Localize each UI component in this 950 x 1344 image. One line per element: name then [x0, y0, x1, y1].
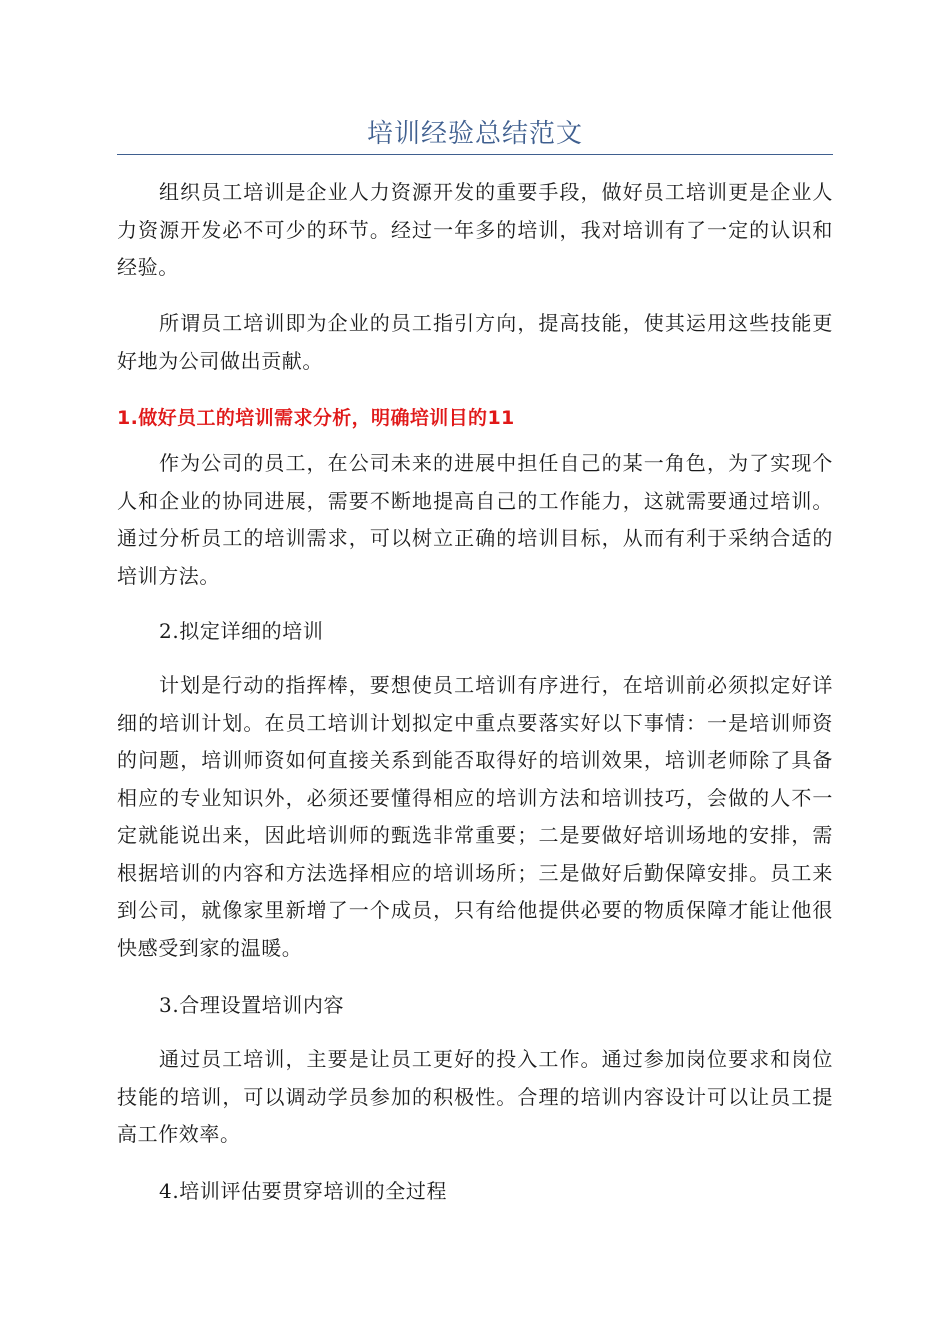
- section-heading-2: 2.拟定详细的培训: [159, 619, 324, 643]
- document-title: 培训经验总结范文: [366, 119, 583, 149]
- section-heading-4: 4.培训评估要贯穿培训的全过程: [159, 1179, 448, 1203]
- title-underline: [117, 154, 833, 155]
- section-heading-1: 1.做好员工的培训需求分析，明确培训目的11: [117, 407, 515, 429]
- paragraph-definition: 所谓员工培训即为企业的员工指引方向，提高技能，使其运用这些技能更好地为公司做出贡献。: [117, 311, 833, 373]
- section-heading-3: 3.合理设置培训内容: [159, 993, 345, 1017]
- paragraph-section-3: 通过员工培训，主要是让员工更好的投入工作。通过参加岗位要求和岗位技能的培训，可以调动学员参加的积极性。合理的培训内容设计可以让员工提高工作效率。: [117, 1047, 833, 1146]
- paragraph-intro: 组织员工培训是企业人力资源开发的重要手段，做好员工培训更是企业人力资源开发必不可少的环节。经过一年多的培训，我对培训有了一定的认识和经验。: [117, 180, 833, 279]
- paragraph-section-1: 作为公司的员工，在公司未来的进展中担任自己的某一角色，为了实现个人和企业的协同进展，需要不断地提高自己的工作能力，这就需要通过培训。通过分析员工的培训需求，可以树立正确的培训目标，从而有利于采纳合适的培训方法。: [117, 451, 833, 588]
- paragraph-section-2: 计划是行动的指挥棒，要想使员工培训有序进行，在培训前必须拟定好详细的培训计划。在员工培训计划拟定中重点要落实好以下事情：一是培训师资的问题，培训师资如何直接关系到能否取得好的培训效果，培训老师除了具备相应的专业知识外，必须还要懂得相应的培训方法和培训技巧，会做的人不一定就能说出来，因此培训师的甄选非常重要；二是要做好培训场地的安排，需根据培训的内容和方法选择相应的培训场所；三是做好后勤保障安排。员工来到公司，就像家里新增了一个成员，只有给他提供必要的物质保障才能让他很快感受到家的温暖。: [117, 673, 833, 960]
